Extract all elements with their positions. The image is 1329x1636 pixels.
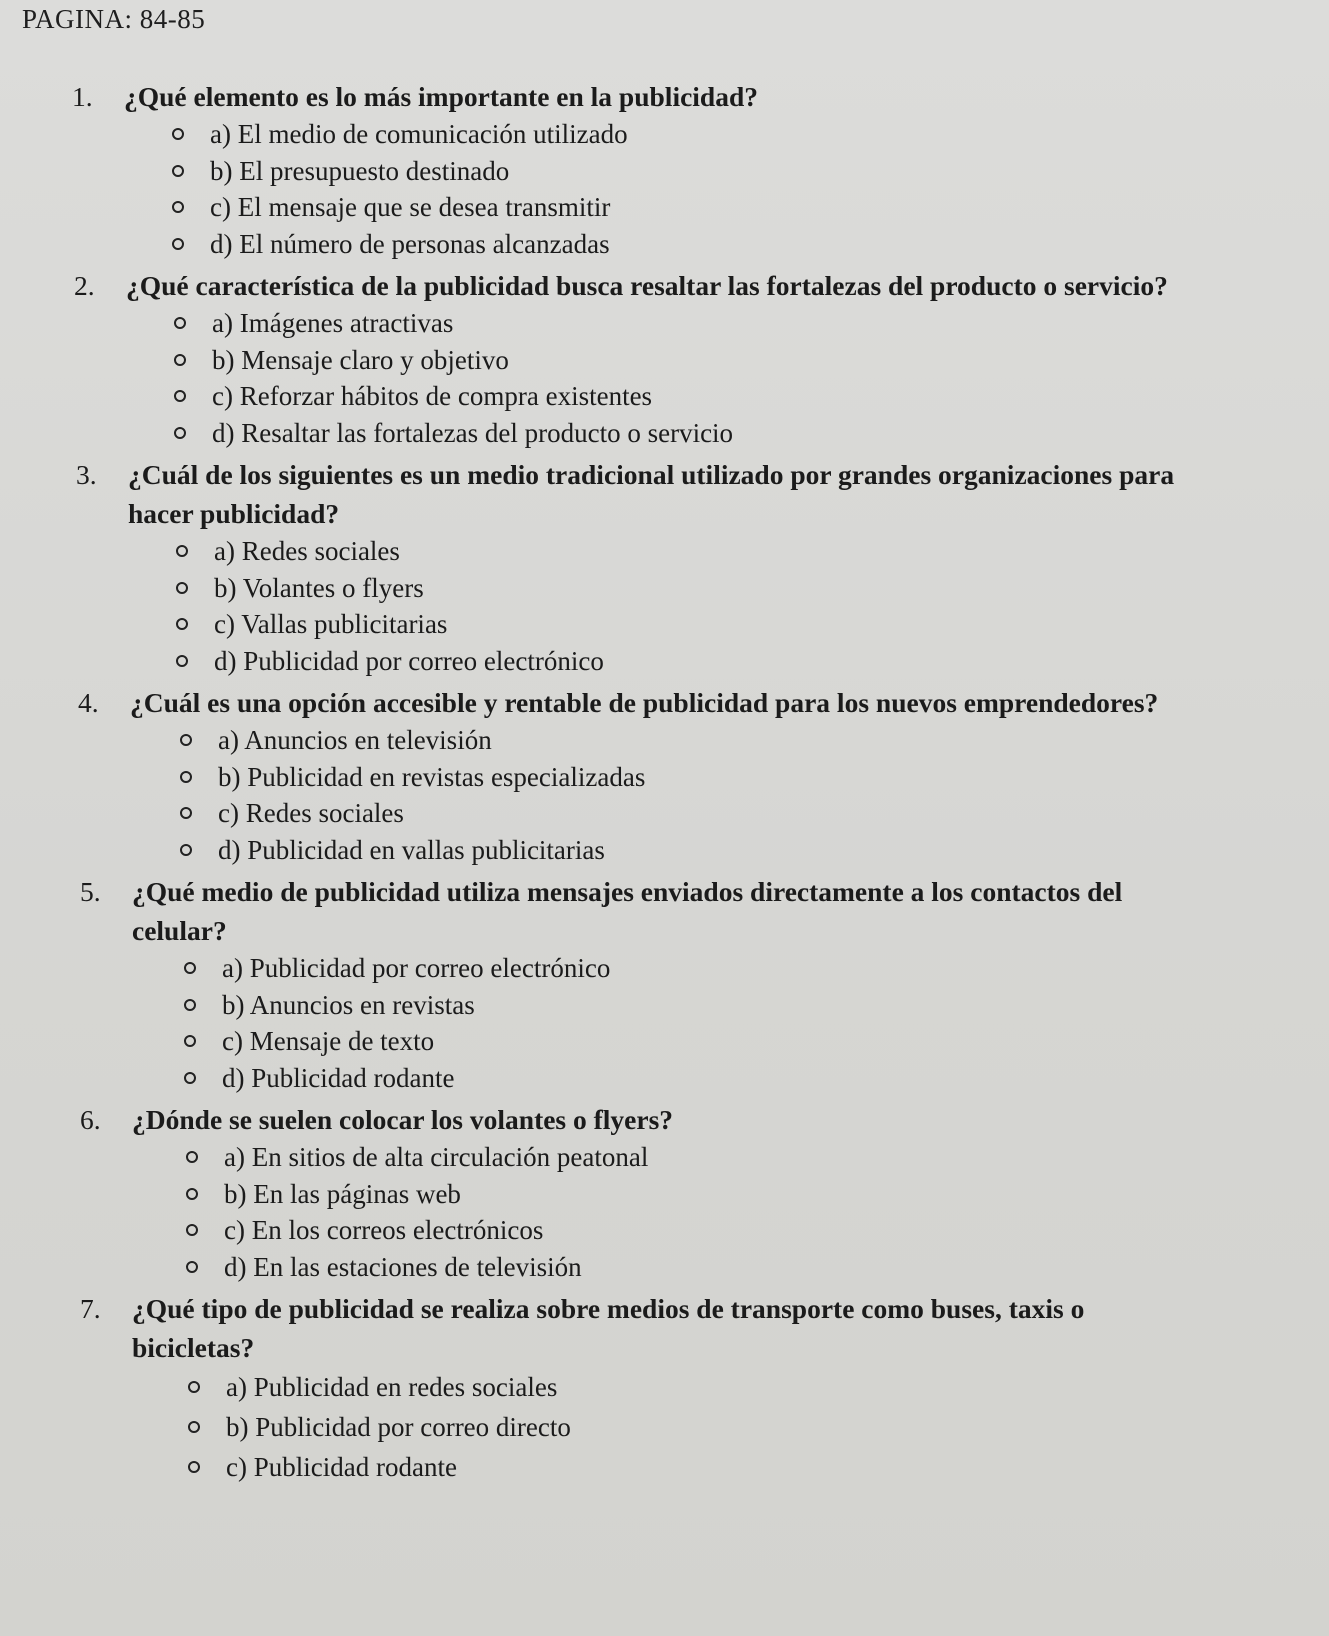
option-list: [22, 722, 1289, 868]
option-a: [184, 950, 1289, 987]
option-text: c) Mensaje de texto: [222, 1026, 435, 1056]
option-b: [184, 987, 1289, 1024]
question-text: [80, 1100, 1180, 1139]
bullet-icon: [186, 1261, 198, 1273]
question-number: 5.: [80, 876, 101, 907]
question-number: 2.: [74, 270, 95, 301]
question-number: 1.: [72, 81, 93, 112]
bullet-icon: [174, 427, 186, 439]
option-a: [172, 116, 1289, 153]
option-text: b) Mensaje claro y objetivo: [212, 344, 509, 375]
bullet-icon: [174, 317, 186, 329]
bullet-icon: [184, 1035, 196, 1047]
bullet-icon: [174, 390, 186, 402]
option-a: [180, 722, 1289, 759]
option-list: [74, 305, 1289, 451]
option-b: [186, 1176, 1289, 1213]
option-d: [174, 415, 1289, 452]
option-text: c) Publicidad rodante: [226, 1452, 457, 1482]
bullet-icon: [180, 771, 192, 783]
question-number: 7.: [80, 1293, 101, 1324]
bullet-icon: [176, 655, 188, 667]
option-text: b) En las páginas web: [224, 1178, 461, 1209]
question-text: [80, 872, 1180, 950]
option-a: [188, 1367, 1289, 1407]
question-7: [22, 1289, 1289, 1487]
option-a: [176, 533, 1289, 570]
option-a: [174, 305, 1289, 342]
question-body: ¿Cuál de los siguientes es un medio tradicional utilizado por grandes organizaciones para hacer publicidad?: [128, 459, 1175, 529]
option-d: [186, 1249, 1289, 1286]
option-text: d) El número de personas alcanzadas: [210, 228, 610, 259]
option-text: b) Volantes o flyers: [214, 572, 424, 603]
question-body: ¿Qué elemento es lo más importante en la publicidad?: [124, 81, 759, 112]
bullet-icon: [176, 582, 188, 594]
question-number: 4.: [78, 687, 99, 718]
question-text: [76, 455, 1176, 533]
question-number: 6.: [80, 1104, 101, 1135]
option-text: d) En las estaciones de televisión: [224, 1251, 582, 1282]
option-text: d) Publicidad rodante: [222, 1062, 455, 1093]
option-list: [22, 1139, 1289, 1285]
bullet-icon: [180, 807, 192, 819]
option-list: [22, 1367, 1289, 1487]
option-text: b) El presupuesto destinado: [210, 155, 510, 186]
bullet-icon: [180, 844, 192, 856]
bullet-icon: [176, 545, 188, 557]
bullet-icon: [188, 1461, 200, 1473]
question-5: [22, 872, 1289, 1096]
option-c: [186, 1212, 1289, 1249]
option-c: [184, 1023, 1289, 1060]
option-text: a) El medio de comunicación utilizado: [210, 119, 628, 149]
option-d: [176, 643, 1289, 680]
question-number: 3.: [76, 459, 97, 490]
option-c: [188, 1447, 1289, 1487]
option-d: [172, 226, 1289, 263]
option-c: [172, 189, 1289, 226]
question-6: [22, 1100, 1289, 1285]
option-list: [22, 116, 1289, 262]
option-text: d) Publicidad en vallas publicitarias: [218, 834, 605, 865]
option-text: a) Redes sociales: [214, 536, 400, 566]
bullet-icon: [176, 618, 188, 630]
option-text: c) El mensaje que se desea transmitir: [210, 192, 611, 222]
option-list: [22, 533, 1289, 679]
question-2: [22, 266, 1289, 451]
bullet-icon: [184, 1072, 196, 1084]
bullet-icon: [184, 999, 196, 1011]
question-text: [72, 77, 1172, 116]
bullet-icon: [172, 165, 184, 177]
option-list: [22, 950, 1289, 1096]
question-text: [80, 1289, 1180, 1367]
option-text: d) Publicidad por correo electrónico: [214, 645, 604, 676]
option-text: c) En los correos electrónicos: [224, 1215, 544, 1245]
bullet-icon: [172, 201, 184, 213]
option-text: a) En sitios de alta circulación peatonal: [224, 1142, 649, 1172]
question-body: ¿Qué característica de la publicidad busca resaltar las fortalezas del producto o servicio?: [126, 270, 1168, 301]
option-d: [184, 1060, 1289, 1097]
option-a: [186, 1139, 1289, 1176]
option-text: c) Vallas publicitarias: [214, 609, 448, 639]
bullet-icon: [172, 128, 184, 140]
option-b: [176, 570, 1289, 607]
question-3: [22, 455, 1289, 679]
question-body: ¿Qué tipo de publicidad se realiza sobre medios de transporte como buses, taxis o bicicletas?: [132, 1293, 1085, 1363]
option-text: a) Imágenes atractivas: [212, 308, 454, 338]
option-text: b) Publicidad en revistas especializadas: [218, 761, 646, 792]
option-b: [172, 153, 1289, 190]
bullet-icon: [186, 1224, 198, 1236]
bullet-icon: [174, 354, 186, 366]
option-text: a) Publicidad en redes sociales: [226, 1372, 558, 1402]
bullet-icon: [186, 1188, 198, 1200]
bullet-icon: [188, 1421, 200, 1433]
option-c: [180, 795, 1289, 832]
question-body: ¿Dónde se suelen colocar los volantes o flyers?: [132, 1104, 674, 1135]
option-b: [188, 1407, 1289, 1447]
question-body: ¿Qué medio de publicidad utiliza mensajes enviados directamente a los contactos del celular?: [132, 876, 1123, 946]
page-reference-header: PAGINA: 84-85: [22, 4, 206, 34]
option-d: [180, 832, 1289, 869]
bullet-icon: [186, 1151, 198, 1163]
bullet-icon: [180, 734, 192, 746]
option-b: [174, 342, 1289, 379]
option-c: [176, 606, 1289, 643]
option-text: b) Anuncios en revistas: [222, 989, 475, 1020]
option-text: d) Resaltar las fortalezas del producto o servicio: [212, 417, 734, 448]
option-text: a) Anuncios en televisión: [218, 725, 492, 755]
option-c: [174, 378, 1289, 415]
question-body: ¿Cuál es una opción accesible y rentable de publicidad para los nuevos emprendedores?: [130, 687, 1159, 718]
option-text: b) Publicidad por correo directo: [226, 1412, 571, 1442]
question-4: [22, 683, 1289, 868]
question-text: [78, 683, 1178, 722]
question-1: [22, 77, 1289, 262]
bullet-icon: [184, 962, 196, 974]
question-text: [74, 266, 1174, 305]
bullet-icon: [188, 1381, 200, 1393]
bullet-icon: [172, 238, 184, 250]
option-text: a) Publicidad por correo electrónico: [222, 953, 611, 983]
option-text: c) Redes sociales: [218, 798, 404, 828]
option-b: [180, 759, 1289, 796]
option-text: c) Reforzar hábitos de compra existentes: [212, 381, 653, 411]
